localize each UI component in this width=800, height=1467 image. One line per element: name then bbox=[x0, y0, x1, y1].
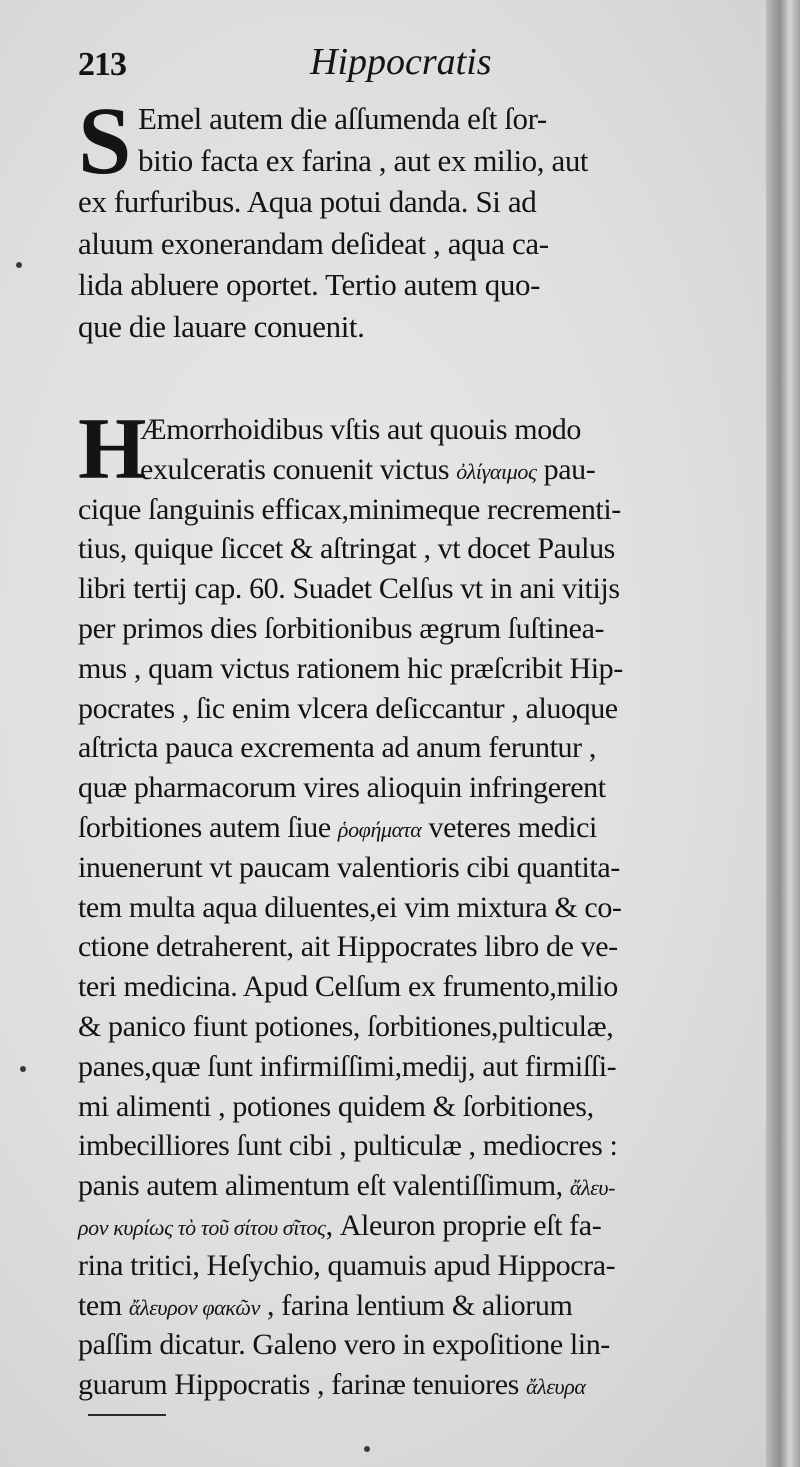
greek-text: ὀλίγαιμος bbox=[456, 458, 537, 484]
latin-text: ctione detraherent, ait Hippocrates libro de ve- bbox=[78, 930, 618, 964]
text-line bbox=[78, 1206, 728, 1246]
text-line bbox=[78, 450, 728, 490]
latin-text: mus , quam victus rationem hic præſcribit Hip- bbox=[78, 651, 623, 685]
latin-text: Æmorrhoidibus vſtis aut quouis modo bbox=[140, 413, 582, 446]
latin-text: quæ pharmacorum vires alioquin infringerent bbox=[78, 771, 606, 805]
latin-text: pocrates , ſic enim vlcera deſiccantur , aluoque bbox=[78, 691, 618, 725]
text-line bbox=[78, 410, 728, 450]
ink-speck bbox=[16, 262, 22, 268]
text-line bbox=[78, 689, 728, 729]
ink-speck bbox=[364, 1446, 370, 1452]
text-line: ex furfuribus. Aqua potui danda. Si ad bbox=[78, 184, 537, 220]
latin-text: tem bbox=[78, 1288, 129, 1322]
page-gutter bbox=[766, 0, 800, 1467]
latin-text: panes,quæ ſunt infirmiſſimi,medij, aut firmiſſi- bbox=[78, 1049, 617, 1083]
latin-text: guarum Hippocratis , farinæ tenuiores bbox=[78, 1368, 527, 1402]
latin-text: rina tritici, Heſychio, quamuis apud Hippocra- bbox=[78, 1248, 616, 1282]
text-line: lida abluere oportet. Tertio autem quo- bbox=[78, 267, 540, 303]
latin-text: aſtricta pauca excrementa ad anum feruntur , bbox=[78, 731, 596, 765]
latin-text: mi alimenti , potiones quidem & ſorbitiones, bbox=[78, 1089, 594, 1123]
text-line: aluum exonerandam deſideat , aqua ca- bbox=[78, 225, 549, 261]
page-header bbox=[78, 38, 738, 94]
text-line bbox=[78, 888, 728, 928]
text-line: bitio facta ex farina , aut ex milio, aut bbox=[138, 142, 589, 178]
text-line bbox=[78, 1246, 728, 1286]
greek-text: ἄλευρα bbox=[526, 1374, 586, 1400]
latin-text: inuenerunt vt paucam valentioris cibi quantita- bbox=[78, 850, 620, 884]
text-line bbox=[78, 768, 728, 808]
latin-text: cique ſanguinis efficax,minimeque recrementi- bbox=[78, 492, 621, 526]
text-line bbox=[78, 848, 728, 888]
latin-text: exulceratis conuenit victus bbox=[140, 452, 457, 486]
latin-text: , Aleuron proprie eſt fa- bbox=[325, 1208, 602, 1242]
text-line bbox=[78, 927, 728, 967]
latin-text: libri tertij cap. 60. Suadet Celſus vt in ani vitijs bbox=[78, 572, 620, 606]
latin-text: teri medicina. Apud Celſum ex frumento,milio bbox=[78, 970, 618, 1004]
text-line bbox=[78, 1286, 728, 1326]
text-line bbox=[78, 569, 728, 609]
greek-text: ῥοφήματα bbox=[337, 816, 422, 842]
paragraph-1 bbox=[78, 87, 728, 348]
text-line bbox=[78, 967, 728, 1007]
text-line bbox=[78, 1087, 728, 1127]
latin-text: paſſim dicatur. Galeno vero in expoſitione lin- bbox=[78, 1328, 610, 1362]
drop-cap: H bbox=[78, 401, 147, 498]
text-line: que die lauare conuenit. bbox=[78, 308, 365, 344]
running-title: Hippocratis bbox=[310, 41, 492, 83]
text-line bbox=[78, 649, 728, 689]
text-line bbox=[78, 1325, 728, 1365]
greek-text: ρον κυρίως τὸ τοῦ σίτου σῖτος bbox=[78, 1214, 326, 1240]
text-line bbox=[78, 808, 728, 848]
latin-text: per primos dies ſorbitionibus ægrum ſuſtinea- bbox=[78, 611, 605, 645]
text-line bbox=[78, 490, 728, 530]
greek-text: ἄλευρον φακῶν bbox=[128, 1294, 260, 1320]
latin-text: tem multa aqua diluentes,ei vim mixtura & co- bbox=[78, 890, 622, 924]
text-line bbox=[78, 1047, 728, 1087]
text-line bbox=[78, 728, 728, 768]
text-line bbox=[78, 1007, 728, 1047]
footer-rule bbox=[88, 1414, 166, 1416]
ink-speck bbox=[20, 1066, 26, 1072]
paragraph-2 bbox=[78, 401, 728, 1405]
text-line: Emel autem die aſſumenda eſt ſor- bbox=[138, 101, 547, 136]
page-number: 213 bbox=[78, 46, 126, 83]
text-line bbox=[78, 529, 728, 569]
greek-text: ἄλευ- bbox=[569, 1175, 615, 1201]
latin-text: tius, quique ſiccet & aſtringat , vt docet Paulus bbox=[78, 532, 615, 566]
latin-text: & panico fiunt potiones, ſorbitiones,pulticulæ, bbox=[78, 1009, 614, 1043]
latin-text: panis autem alimentum eſt valentiſſimum, bbox=[78, 1169, 570, 1203]
latin-text: veteres medici bbox=[421, 810, 597, 844]
latin-text: ſorbitiones autem ſiue bbox=[78, 810, 338, 844]
text-line bbox=[78, 609, 728, 649]
latin-text: imbecilliores ſunt cibi , pulticulæ , mediocres : bbox=[78, 1129, 618, 1163]
paragraph-body bbox=[78, 401, 728, 1405]
text-line bbox=[78, 1365, 728, 1405]
drop-cap: S bbox=[78, 87, 132, 194]
latin-text: pau- bbox=[536, 452, 596, 486]
text-line bbox=[78, 1126, 728, 1166]
text-line bbox=[78, 1166, 728, 1206]
latin-text: , farina lentium & aliorum bbox=[259, 1288, 573, 1322]
